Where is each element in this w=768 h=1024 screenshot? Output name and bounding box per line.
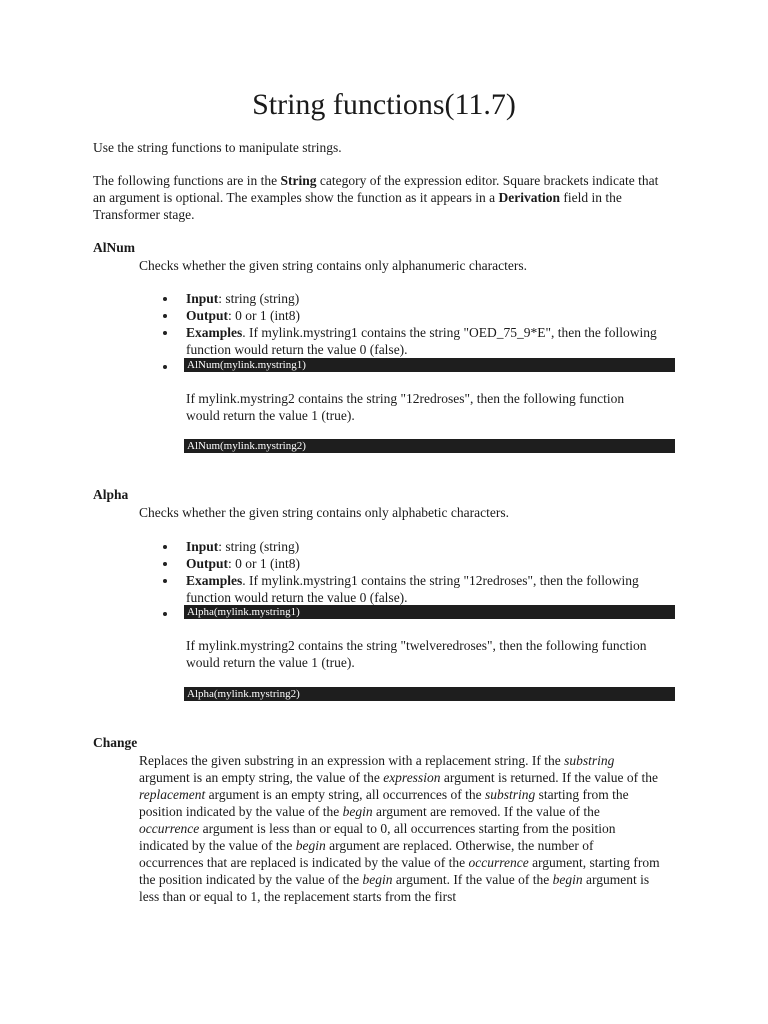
change-arg: occurrence <box>139 821 200 836</box>
alpha-heading: Alpha <box>93 487 129 502</box>
change-text: argument is an empty string, all occurrences of the <box>205 787 486 802</box>
bullet-icon <box>163 365 167 369</box>
bullet-icon <box>163 545 167 549</box>
categories-paragraph <box>93 172 673 223</box>
change-arg: substring <box>485 787 536 802</box>
bullet-icon <box>163 314 167 318</box>
input-label: Input <box>186 291 219 306</box>
bullet-icon <box>163 579 167 583</box>
input-value: : string (string) <box>218 291 300 306</box>
bullet-icon <box>163 562 167 566</box>
change-description <box>139 752 661 905</box>
input-label: Input <box>186 539 219 554</box>
output-label: Output <box>186 556 229 571</box>
change-arg: substring <box>564 753 615 768</box>
change-text: argument is less than or equal to 0, all occurrences starting from the position indicated by the value of the <box>139 821 616 853</box>
bullet-icon <box>163 297 167 301</box>
change-text: argument are replaced. Otherwise, the number of occurrences that are replaced is indicated by the value of the <box>139 838 594 870</box>
change-text: argument are removed. If the value of the <box>372 804 600 819</box>
alnum-code-1: AlNum(mylink.mystring1) <box>184 358 675 372</box>
examples-text: . If mylink.mystring1 contains the string "12redroses", then the following function would return the value 0 (false). <box>186 573 639 605</box>
input-value: : string (string) <box>218 539 300 554</box>
bullet-icon <box>163 331 167 335</box>
change-text: argument is less than or equal to 1, the replacement starts from the first <box>139 872 650 904</box>
para2-text-a: The following functions are in the <box>93 173 281 188</box>
output-value: : 0 or 1 (int8) <box>228 556 301 571</box>
para2-text-e: field in the Transformer stage. <box>93 190 622 222</box>
change-arg: begin <box>362 872 393 887</box>
output-value: : 0 or 1 (int8) <box>228 308 301 323</box>
alpha-code-2: Alpha(mylink.mystring2) <box>184 687 675 701</box>
intro-paragraph: Use the string functions to manipulate strings. <box>93 140 342 155</box>
para2-text-c: category of the expression editor. Square brackets indicate that an argument is optional. The examples show the function as it appears in a <box>93 173 659 205</box>
change-text: argument is returned. If the value of the <box>440 770 659 785</box>
alpha-code-1: Alpha(mylink.mystring1) <box>184 605 675 619</box>
examples-label: Examples <box>186 573 243 588</box>
change-text: argument. If the value of the <box>392 872 553 887</box>
alpha-example-2: If mylink.mystring2 contains the string "twelveredroses", then the following function would return the value 1 (true). <box>186 638 647 670</box>
page-title: String functions(11.7) <box>252 88 516 121</box>
output-label: Output <box>186 308 229 323</box>
change-arg: replacement <box>139 787 206 802</box>
alpha-description: Checks whether the given string contains only alphabetic characters. <box>139 505 509 520</box>
change-text: argument is an empty string, the value of the <box>139 770 384 785</box>
change-arg: begin <box>552 872 583 887</box>
change-arg: occurrence <box>468 855 529 870</box>
alnum-code-2: AlNum(mylink.mystring2) <box>184 439 675 453</box>
change-arg: begin <box>295 838 326 853</box>
change-text: argument, starting from the position indicated by the value of the <box>139 855 660 887</box>
alnum-description: Checks whether the given string contains only alphanumeric characters. <box>139 258 527 273</box>
string-category-term: String <box>280 173 317 188</box>
alnum-example-2: If mylink.mystring2 contains the string "12redroses", then the following function would return the value 1 (true). <box>186 391 625 423</box>
alnum-heading: AlNum <box>93 240 136 255</box>
bullet-icon <box>163 612 167 616</box>
change-text: starting from the position indicated by the value of the <box>139 787 629 819</box>
change-arg: begin <box>342 804 373 819</box>
change-arg: expression <box>383 770 441 785</box>
change-heading: Change <box>93 735 138 750</box>
examples-label: Examples <box>186 325 243 340</box>
change-text: Replaces the given substring in an expression with a replacement string. If the <box>139 753 565 768</box>
examples-text: . If mylink.mystring1 contains the string "OED_75_9*E", then the following function would return the value 0 (false). <box>186 325 657 357</box>
derivation-term: Derivation <box>498 190 561 205</box>
